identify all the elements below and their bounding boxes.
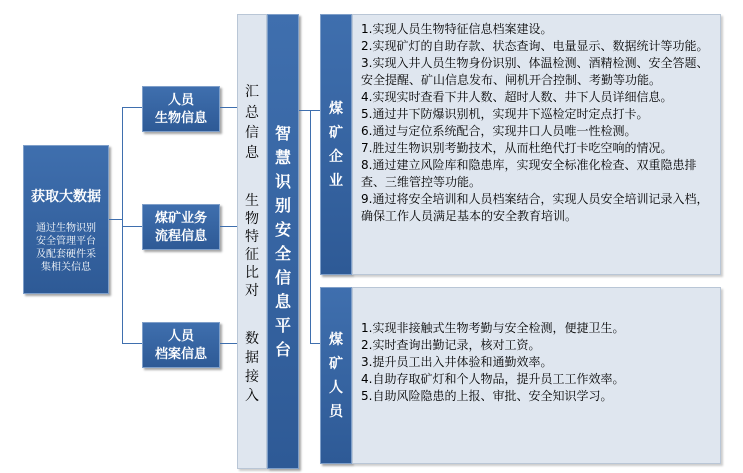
enterprise-item: 8.通过建立风险库和隐患库，实现安全标准化检查、双重隐患排查、三维管控等功能。 (361, 158, 697, 189)
vertical-char: 对 (245, 283, 259, 300)
info-node-bio-line2: 生物信息 (154, 111, 207, 126)
vertical-char: 特 (245, 228, 259, 245)
target-enterprise-panel (352, 14, 721, 275)
source-box (23, 145, 109, 294)
enterprise-item: 5.通过井下防爆识别机，实现井下巡检定时定点打卡。 (361, 107, 649, 121)
enterprise-item: 9.通过将安全培训和人员档案结合，实现人员安全培训记录入档，确保工作人员满足基本的安全教育培训。 (361, 192, 709, 223)
info-node-archive-line2: 档案信息 (154, 347, 207, 362)
vertical-char: 企 (329, 148, 343, 165)
connector-node-2-out (220, 226, 237, 227)
vertical-char: 煤 (329, 100, 343, 117)
enterprise-item: 4.实现实时查看下井人数、超时人数、井下人员详细信息。 (361, 90, 673, 104)
enterprise-item: 3.实现入井人员生物身份识别、体温检测、酒精检测、安全答题、 安全提醒、矿山信息发布、闸机开合控制、考勤等功能。 (361, 56, 709, 87)
vertical-char: 比 (245, 265, 259, 282)
vertical-char: 据 (245, 349, 259, 366)
info-node-process-line2: 流程信息 (154, 229, 207, 244)
vertical-char: 慧 (274, 147, 291, 167)
process-group-biometric-compare (238, 187, 266, 305)
enterprise-item: 2.实现矿灯的自助存款、状态查询、电量显示、数据统计等功能。 (361, 39, 709, 53)
vertical-char: 矿 (329, 124, 343, 141)
enterprise-item-list (361, 21, 712, 225)
workers-item: 3.提升员工出入井体验和通勤效率。 (361, 355, 553, 369)
vertical-char: 信 (274, 267, 291, 287)
vertical-char: 息 (274, 291, 291, 311)
process-group-data-access (238, 325, 266, 411)
source-title: 获取大数据 (31, 189, 101, 205)
vertical-char: 全 (274, 243, 291, 263)
info-node-process (142, 204, 220, 250)
vertical-char: 总 (245, 104, 259, 121)
connector-platform-trunk (310, 110, 311, 343)
vertical-char: 物 (245, 210, 259, 227)
connector-to-node-2 (122, 226, 142, 227)
connector-source-out (109, 219, 122, 220)
connector-to-node-1 (122, 107, 142, 108)
connector-to-enterprise (310, 110, 320, 111)
connector-platform-out (299, 110, 310, 111)
vertical-char: 数 (245, 330, 259, 347)
target-workers-panel (352, 287, 721, 464)
target-workers-label (320, 287, 352, 464)
platform-column (267, 14, 299, 469)
vertical-char: 业 (329, 172, 343, 189)
vertical-char: 生 (245, 192, 259, 209)
enterprise-item: 1.实现人员生物特征信息档案建设。 (361, 22, 553, 36)
vertical-char: 信 (245, 125, 259, 141)
vertical-char: 征 (245, 247, 259, 263)
vertical-char: 接 (245, 369, 259, 385)
vertical-char: 息 (245, 145, 259, 162)
vertical-char: 台 (274, 339, 291, 359)
vertical-char: 矿 (329, 355, 343, 372)
info-node-archive-line1: 人员 (167, 329, 194, 344)
workers-item: 5.自助风险隐患的上报、审批、安全知识学习。 (361, 389, 613, 403)
process-column (237, 14, 267, 469)
target-enterprise-label (320, 14, 352, 275)
enterprise-item: 7.胜过生物识别考勤技术，从而杜绝代打卡吃空响的情况。 (361, 141, 673, 155)
workers-item: 4.自助存取矿灯和个人物品，提升员工工作效率。 (361, 372, 625, 386)
connector-to-node-3 (122, 343, 142, 344)
source-subtitle: 通过生物识别安全管理平台及配套硬件采集相关信息 (36, 223, 96, 273)
workers-item: 1.实现非接触式生物考勤与安全检测，便捷卫生。 (361, 321, 625, 335)
vertical-char: 智 (274, 123, 291, 143)
vertical-char: 入 (245, 388, 259, 405)
enterprise-item: 6.通过与定位系统配合，实现井口人员唯一性检测。 (361, 124, 637, 138)
vertical-char: 安 (274, 219, 291, 239)
vertical-char: 汇 (245, 84, 259, 101)
vertical-char: 煤 (329, 331, 343, 348)
connector-node-1-out (220, 107, 237, 108)
vertical-char: 人 (329, 379, 343, 396)
connector-node-3-out (220, 343, 237, 344)
info-node-bio (142, 86, 220, 132)
process-group-summary (238, 77, 266, 169)
connector-to-workers (310, 343, 320, 344)
workers-item: 2.实时查询出勤记录，核对工资。 (361, 338, 541, 352)
vertical-char: 别 (274, 195, 291, 215)
vertical-char: 识 (274, 171, 291, 191)
workers-item-list (361, 320, 712, 405)
info-node-archive (142, 322, 220, 368)
info-node-bio-line1: 人员 (167, 93, 194, 108)
connector-trunk (122, 107, 123, 343)
vertical-char: 平 (274, 315, 291, 335)
vertical-char: 员 (329, 403, 343, 420)
info-node-process-line1: 煤矿业务 (154, 211, 207, 226)
